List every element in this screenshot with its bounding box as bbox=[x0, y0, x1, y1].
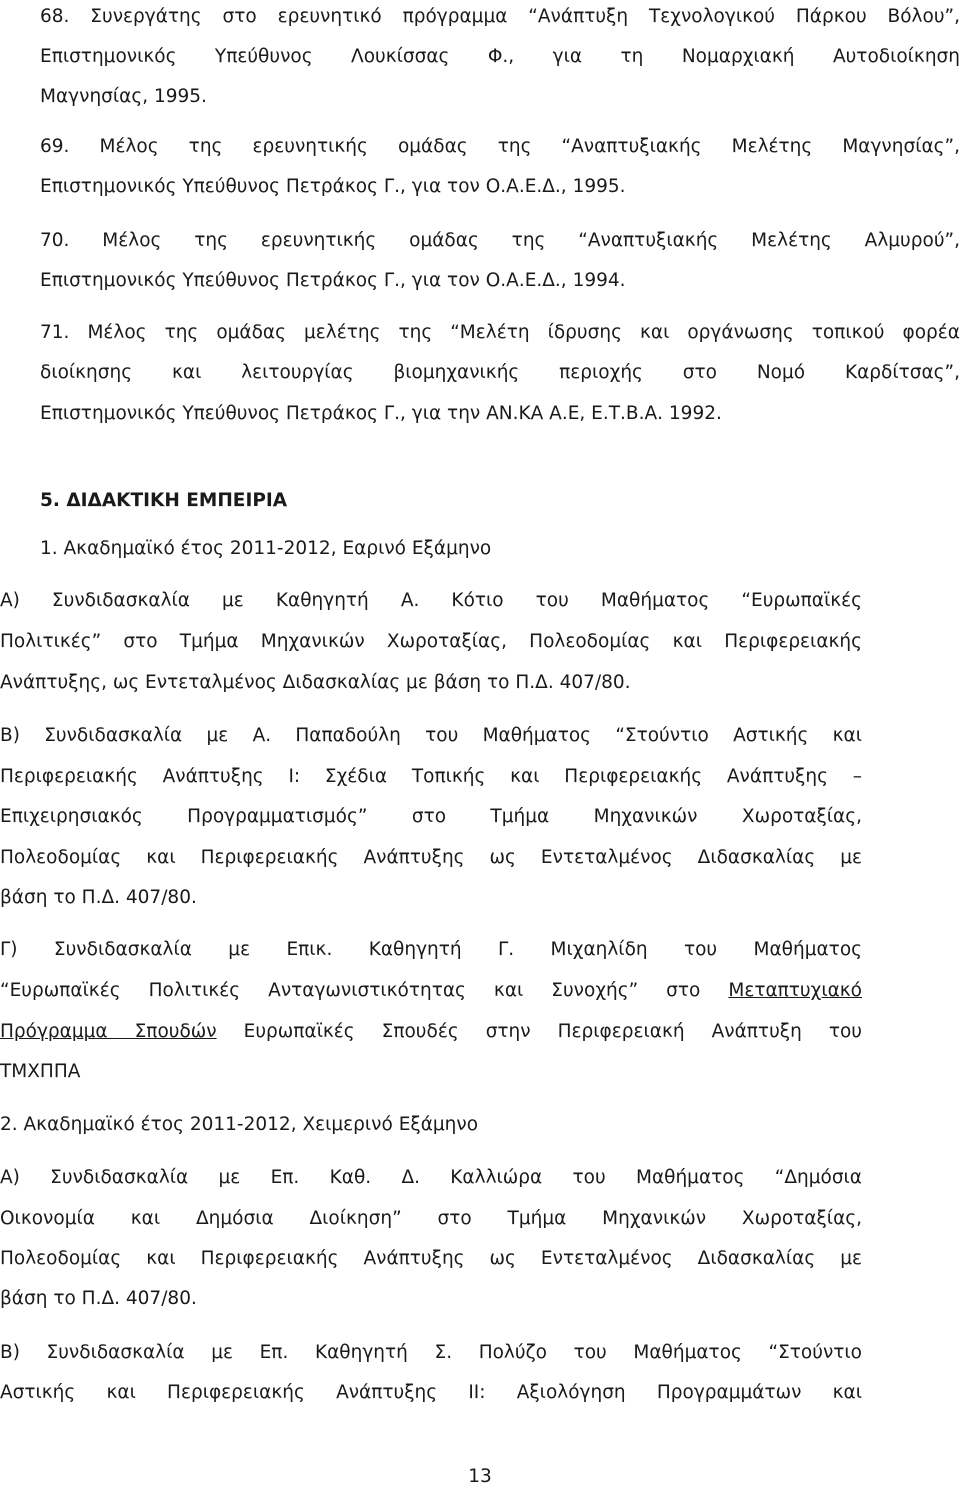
course-b-line-1: Β) Συνδιδασκαλία με Α. Παπαδούλη του Μαθήματος “Στούντιο Αστικής και bbox=[0, 725, 862, 746]
course-c-line-3 bbox=[0, 1019, 862, 1045]
course-a-line-1: Α) Συνδιδασκαλία με Καθηγητή Α. Κότιο του Μαθήματος “Ευρωπαϊκές bbox=[0, 590, 862, 611]
item-69-line-1: 69. Μέλος της ερευνητικής ομάδας της “Αναπτυξιακής Μελέτης Μαγνησίας”, bbox=[40, 136, 960, 157]
course-a-line-3: Ανάπτυξης, ως Εντεταλμένος Διδασκαλίας με βάση το Π.Δ. 407/80. bbox=[0, 672, 631, 693]
course-d-line-3: Πολεοδομίας και Περιφερειακής Ανάπτυξης ως Εντεταλμένος Διδασκαλίας με bbox=[0, 1248, 862, 1269]
item-68-line-3: Μαγνησίας, 1995. bbox=[40, 86, 207, 107]
course-d-line-1: Α) Συνδιδασκαλία με Επ. Καθ. Δ. Καλλιώρα του Μαθήματος “Δημόσια bbox=[0, 1167, 862, 1188]
course-c-line-2 bbox=[0, 978, 862, 1004]
postgraduate-link-part-1[interactable]: Μεταπτυχιακό bbox=[728, 980, 862, 1001]
course-d-line-4: βάση το Π.Δ. 407/80. bbox=[0, 1288, 197, 1309]
item-71-line-3: Επιστημονικός Υπεύθυνος Πετράκος Γ., για την ΑΝ.ΚΑ Α.Ε, Ε.Τ.Β.Α. 1992. bbox=[40, 403, 722, 424]
course-b-line-3: Επιχειρησιακός Προγραμματισμός” στο Τμήμα Μηχανικών Χωροταξίας, bbox=[0, 806, 862, 827]
academic-year-1: 1. Ακαδημαϊκό έτος 2011-2012, Εαρινό Εξάμηνο bbox=[40, 538, 492, 559]
course-e-line-1: Β) Συνδιδασκαλία με Επ. Καθηγητή Σ. Πολύζο του Μαθήματος “Στούντιο bbox=[0, 1342, 862, 1363]
page-number: 13 bbox=[468, 1466, 492, 1487]
course-c-line-3-text: Ευρωπαϊκές Σπουδές στην Περιφερειακή Ανάπτυξη του bbox=[216, 1021, 862, 1042]
course-e-line-2: Αστικής και Περιφερειακής Ανάπτυξης ΙΙ: Αξιολόγηση Προγραμμάτων και bbox=[0, 1382, 862, 1403]
item-68-line-1: 68. Συνεργάτης στο ερευνητικό πρόγραμμα “Ανάπτυξη Τεχνολογικού Πάρκου Βόλου”, bbox=[40, 6, 960, 27]
course-c-line-4: ΤΜΧΠΠΑ bbox=[0, 1061, 81, 1082]
course-c-line-1: Γ) Συνδιδασκαλία με Επικ. Καθηγητή Γ. Μιχαηλίδη του Μαθήματος bbox=[0, 939, 862, 960]
course-a-line-2: Πολιτικές” στο Τμήμα Μηχανικών Χωροταξίας, Πολεοδομίας και Περιφερειακής bbox=[0, 631, 862, 652]
course-b-line-2: Περιφερειακής Ανάπτυξης Ι: Σχέδια Τοπικής και Περιφερειακής Ανάπτυξης – bbox=[0, 766, 862, 787]
academic-year-2: 2. Ακαδημαϊκό έτος 2011-2012, Χειμερινό Εξάμηνο bbox=[0, 1114, 479, 1135]
item-70-line-1: 70. Μέλος της ερευνητικής ομάδας της “Αναπτυξιακής Μελέτης Αλμυρού”, bbox=[40, 230, 960, 251]
course-c-line-2-text: “Ευρωπαϊκές Πολιτικές Ανταγωνιστικότητας και Συνοχής” στο bbox=[0, 980, 729, 1001]
item-70-line-2: Επιστημονικός Υπεύθυνος Πετράκος Γ., για τον Ο.Α.Ε.Δ., 1994. bbox=[40, 270, 626, 291]
course-b-line-4: Πολεοδομίας και Περιφερειακής Ανάπτυξης ως Εντεταλμένος Διδασκαλίας με bbox=[0, 847, 862, 868]
section-heading: 5. ΔΙΔΑΚΤΙΚΗ ΕΜΠΕΙΡΙΑ bbox=[40, 490, 288, 511]
item-69-line-2: Επιστημονικός Υπεύθυνος Πετράκος Γ., για τον Ο.Α.Ε.Δ., 1995. bbox=[40, 176, 626, 197]
item-71-line-2: διοίκησης και λειτουργίας βιομηχανικής περιοχής στο Νομό Καρδίτσας”, bbox=[40, 362, 960, 383]
postgraduate-link-part-2[interactable]: Πρόγραμμα Σπουδών bbox=[0, 1021, 217, 1042]
course-b-line-5: βάση το Π.Δ. 407/80. bbox=[0, 887, 197, 908]
course-d-line-2: Οικονομία και Δημόσια Διοίκηση” στο Τμήμα Μηχανικών Χωροταξίας, bbox=[0, 1208, 862, 1229]
item-68-line-2: Επιστημονικός Υπεύθυνος Λουκίσσας Φ., για τη Νομαρχιακή Αυτοδιοίκηση bbox=[40, 46, 960, 67]
item-71-line-1: 71. Μέλος της ομάδας μελέτης της “Μελέτη ίδρυσης και οργάνωσης τοπικού φορέα bbox=[40, 322, 960, 343]
